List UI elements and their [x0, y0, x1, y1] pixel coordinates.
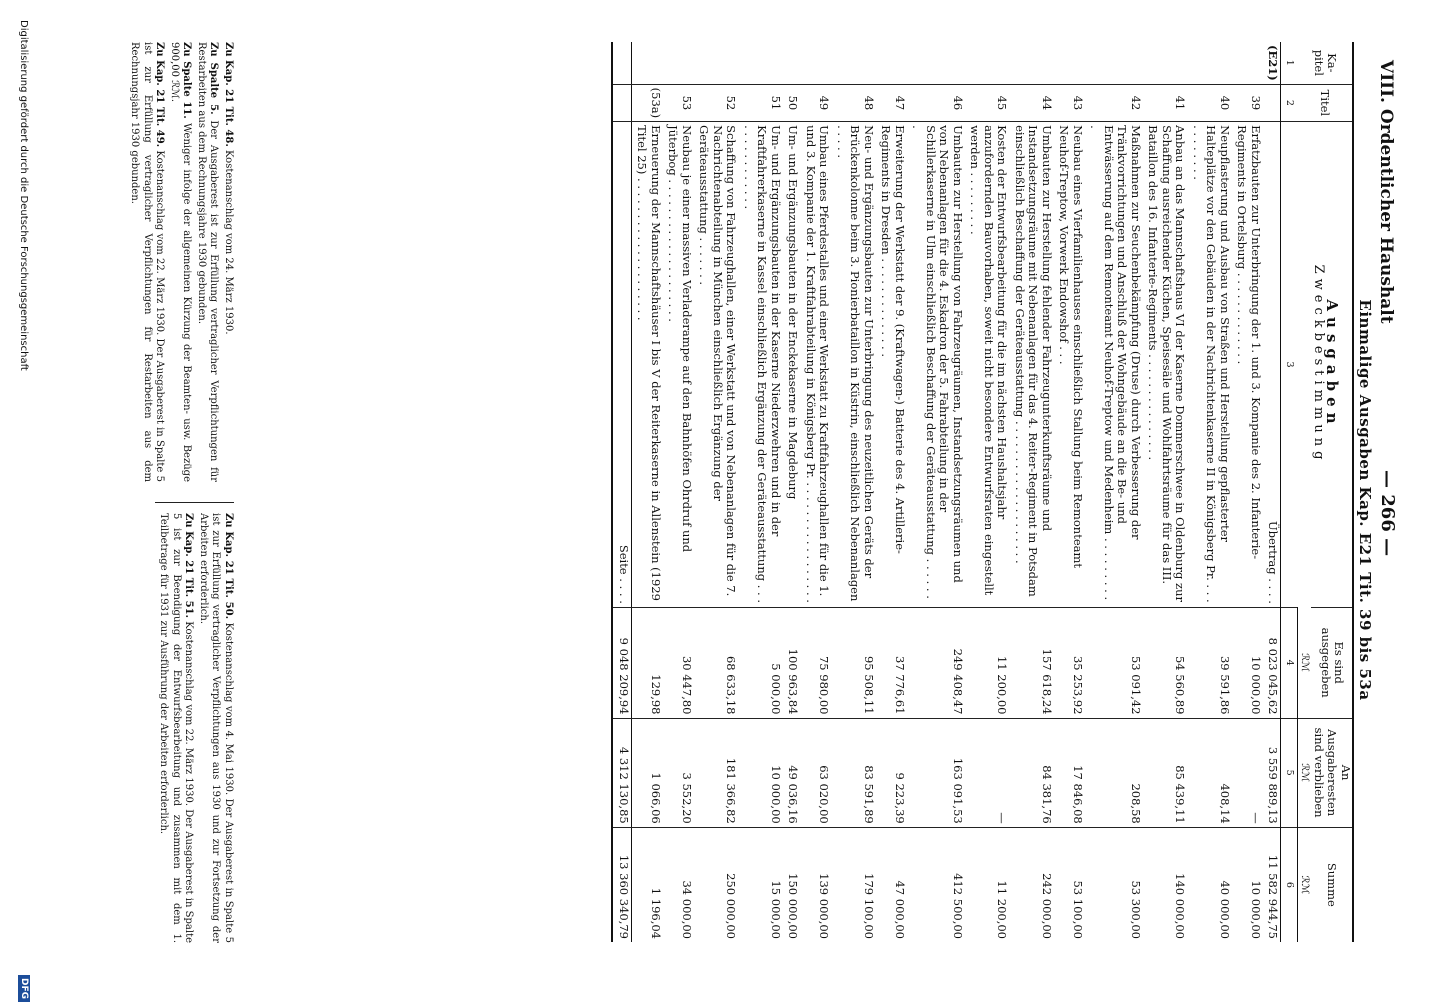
- zweck-cell: Schaffung von Fahrzeughallen, einer Werkstatt und von Nebenanlagen für die 7. Nachrichtenabteilung in München einschließlich Ergänzung der Geräteausstattung . . . . . . .: [694, 122, 739, 608]
- titel-cell: 52: [694, 84, 739, 121]
- ausgegeben-cell: 37 776,61: [876, 607, 907, 718]
- zweck-cell: Neubau eines Vierfamilienhauses einschließlich Stallung beim Remonteamt Neuhof-Treptow, Vorwerk Endowshof . . .: [1054, 122, 1085, 608]
- summe-cell: 11 200,00: [965, 827, 1010, 942]
- summe-cell: 150 000,00: [783, 827, 801, 942]
- summe-cell: 40 000,00: [1188, 827, 1233, 942]
- table-row: [907, 42, 965, 942]
- verblieben-cell: 83 591,89: [832, 718, 877, 827]
- footnote: [157, 513, 195, 943]
- footnote: [222, 42, 235, 482]
- summe-cell: 10 000,00: [1232, 827, 1263, 942]
- table-row: [1188, 42, 1233, 942]
- zweck-cell: Umbau eines Pferdestalles und einer Werkstatt zu Kraftfahrzeughallen für die 1. und 3. Kompanie der 1. Kraftfahrabteilung in Königsberg Pr. . . . . . . . . . . . . . . . . .: [801, 122, 832, 608]
- summe-cell: 242 000,00: [1010, 827, 1055, 942]
- footnote-text: Kostenanschlag vom 22. März 1930. Der Ausgaberest in Spalte 5 ist zur Beendigung der Entwurfsbearbeitung und zusammen mit dem 1. Teilbetrage für 1931 zur Ausführung der Arbeiten erforderlich.: [158, 513, 195, 944]
- footnote-ref: Zu Kap. 21 Tit. 48.: [223, 42, 234, 147]
- dfg-credit: Digitalisierung gefördert durch die Deutsche Forschungsgemeinschaft: [18, 20, 29, 371]
- zweck-cell: Erneuerung der Mannschaftshäuser I bis V der Reiterkaserne in Allenstein (1929 Titel 25) . . . . . . . . . . . . . . . . . . . .: [632, 122, 664, 608]
- kapitel-cell: [1232, 42, 1263, 84]
- zweck-cell: Erweiterung der Werkstatt der 9. (Kraftwagen-) Batterie des 4. Artillerie-Regiments in Dresden . . . . . . . . . . . . . .: [876, 122, 907, 608]
- table-row: [1054, 42, 1085, 942]
- page-number: — 266 —: [1377, 470, 1398, 557]
- titel-cell: 40: [1188, 84, 1233, 121]
- summe-cell: 47 000,00: [876, 827, 907, 942]
- titel-cell: 49: [801, 84, 832, 121]
- footnote-ref: Zu Kap. 21 Tit. 50.: [223, 513, 234, 620]
- zweck-cell: Kosten der Entwurfsbearbeitung für die im nächsten Haushaltsjahr anzufordernden Bauvorhaben, soweit nicht besondere Entwurfsraten eingestellt werden . . . . . . . . .: [965, 122, 1010, 608]
- kapitel-cell: [632, 42, 664, 84]
- verblieben-cell: —: [1232, 718, 1263, 827]
- summe-cell: 34 000,00: [663, 827, 694, 942]
- titel-cell: 39: [1232, 84, 1263, 121]
- summe-cell: 139 000,00: [801, 827, 832, 942]
- expenditure-table: [612, 42, 1355, 942]
- titel-cell: 48: [832, 84, 877, 121]
- ausgegeben-cell: 100 963,84: [783, 607, 801, 718]
- page-subtitle: Einmalige Ausgaben Kap. E21 Tit. 39 bis 53a: [1356, 299, 1374, 701]
- verblieben-cell: 163 091,53: [907, 718, 965, 827]
- kapitel-cell: [1188, 42, 1233, 84]
- summe-cell: 250 000,00: [694, 827, 739, 942]
- titel-cell: (53a): [632, 84, 664, 121]
- zweck-cell: Um- und Ergänzungsbauten in der Enckekaserne in Magdeburg: [783, 122, 801, 608]
- total-summe: 13 360 340,79: [613, 827, 632, 942]
- ausgegeben-cell: 11 200,00: [965, 607, 1010, 718]
- col-number: 6: [1281, 827, 1298, 942]
- verblieben-cell: 63 020,00: [801, 718, 832, 827]
- col-header-ausgegeben: Es sind ausgegeben: [1312, 607, 1354, 718]
- section-title: VIII. Ordentlicher Haushalt: [1376, 60, 1396, 324]
- titel-cell: 43: [1054, 84, 1085, 121]
- ausgegeben-cell: 53 091,42: [1085, 607, 1143, 718]
- kapitel-cell: [801, 42, 832, 84]
- footnote-ref: Zu Spalte 11.: [181, 42, 193, 119]
- ausgegeben-cell: 30 447,80: [663, 607, 694, 718]
- verblieben-cell: 181 366,82: [694, 718, 739, 827]
- kapitel-cell: [739, 42, 784, 84]
- zweck-cell: Umbauten zur Herstellung von Fahrzeugräumen, Instandsetzungsräumen und von Nebenanlagen für die 4. Eskadron der 5. Fahrabteilung in der Schillerkaserne in Ulm einschließlich Beschaffung der Geräteausstattung . . . . . . .: [907, 122, 965, 608]
- verblieben-cell: 408,14: [1188, 718, 1233, 827]
- kapitel-cell: [907, 42, 965, 84]
- zweck-cell: Umbauten zur Herstellung fehlender Fahrzeugunterkunftsräume und Instandsetzungsräume mit Nebenanlagen für das 4. Reiter-Regiment in Potsdam einschließlich Beschaffung der Geräteausstattung . . . . . . . . . . . . . . . . . . . .: [1010, 122, 1055, 608]
- ausgegeben-cell: 75 980,00: [801, 607, 832, 718]
- verblieben-cell: —: [965, 718, 1010, 827]
- zweck-cell: Um- und Ergänzungsbauten in der Kaserne Niederzwehren und in der Kraftfahrerkaserne in Kassel einschließlich Ergänzung der Geräteausstattung . . . . . . . . . . . . . . .: [739, 122, 784, 608]
- footnote: [195, 42, 220, 482]
- currency-col5: ℛℳ: [1298, 718, 1312, 827]
- table-row: [694, 42, 739, 942]
- titel-cell: 53: [663, 84, 694, 121]
- table-row: [1232, 42, 1263, 942]
- carryover-label: Übertrag . . . .: [1263, 122, 1281, 608]
- table-row: [832, 42, 877, 942]
- currency-col4: ℛℳ: [1298, 607, 1312, 718]
- carryover-row: [1263, 42, 1281, 942]
- kapitel-cell: [965, 42, 1010, 84]
- footnote-text: Kostenanschlag vom 22. März 1930. Der Ausgaberest in Spalte 5 ist zur Erfüllung vertraglicher Verpflichtungen für Restarbeiten aus dem Rechnungsjahr 1930 gebunden.: [129, 42, 166, 482]
- titel-cell: 42: [1085, 84, 1143, 121]
- carryover-ausgegeben: 8 023 045,62: [1263, 607, 1281, 718]
- table-row: [663, 42, 694, 942]
- table-row: [801, 42, 832, 942]
- verblieben-cell: 208,58: [1085, 718, 1143, 827]
- table-row: [632, 42, 664, 942]
- footnote-text: Kostenanschlag vom 4. Mai 1930. Der Ausgaberest in Spalte 5 ist zur Erfüllung vertraglicher Verpflichtungen aus 1930 und zur Fortsetzung der Arbeiten erforderlich.: [198, 513, 234, 943]
- kapitel-cell: [1010, 42, 1055, 84]
- zweck-cell: Maßnahmen zur Seuchenbekämpfung (Druse) durch Verbesserung der Tränkvorrichtungen und Anschluß der Wohngebäude an die Be- und Entwässerung auf dem Remonteamt Neuhof-Treptow und Medenheim . . . . . . . . . .: [1085, 122, 1143, 608]
- kapitel-cell: [1054, 42, 1085, 84]
- table-row: [1085, 42, 1143, 942]
- ausgegeben-cell: 39 591,86: [1188, 607, 1233, 718]
- footnote-ref: Zu Kap. 21 Tit. 51.: [183, 513, 195, 619]
- col-number: 4: [1281, 607, 1298, 718]
- total-label: Seite . . . .: [613, 122, 632, 608]
- titel-cell: 50: [783, 84, 801, 121]
- titel-cell: 51: [739, 84, 784, 121]
- kapitel-cell: [663, 42, 694, 84]
- titel-cell: 45: [965, 84, 1010, 121]
- zweck-cell: Neubau je einer massiven Verladerampe auf den Bahnhöfen Ohrdruf und Jüterbog . . . . . . . . . . . . . . . . . . . .: [663, 122, 694, 608]
- verblieben-cell: 9 223,39: [876, 718, 907, 827]
- ausgegeben-cell: 95 508,11: [832, 607, 877, 718]
- col-header-verblieben: An Ausgaberesten sind verblieben: [1312, 718, 1354, 827]
- table-row: [783, 42, 801, 942]
- summe-cell: 179 100,00: [832, 827, 877, 942]
- titel-cell: 47: [876, 84, 907, 121]
- verblieben-cell: 1 066,06: [632, 718, 664, 827]
- col-number: 2: [1281, 84, 1298, 121]
- footnote: [197, 513, 235, 943]
- summe-cell: 1 196,04: [632, 827, 664, 942]
- summe-cell: 53 100,00: [1054, 827, 1085, 942]
- verblieben-cell: 85 439,11: [1143, 718, 1188, 827]
- footnote-ref: Zu Kap. 21 Tit. 49.: [154, 42, 166, 148]
- col-number: 5: [1281, 718, 1298, 827]
- zweck-cell: Erfatzbauten zur Unterbringung der 1. und 3. Kompanie des 2. Infanterie-Regiments in Ortelsburg . . . . . . . . . . . . .: [1232, 122, 1263, 608]
- carryover-summe: 11 582 944,75: [1263, 827, 1281, 942]
- summe-cell: 53 300,00: [1085, 827, 1143, 942]
- ausgaben-label: Ausgaben: [1323, 299, 1342, 430]
- footnote-text: Der Ausgaberest ist zur Erfüllung vertraglicher Verpflichtungen für Restarbeiten aus dem Rechnungsjahre 1930 gebunden.: [196, 42, 220, 482]
- footnote-ref: Zu Spalte 5.: [208, 42, 220, 115]
- kapitel-cell: [1143, 42, 1188, 84]
- zweck-cell: Neu- und Ergänzungsbauten zur Unterbringung des neuzeitlichen Geräts der Brückenkolonne beim 3. Pionierbataillon in Küstrin, einschließlich Nebenanlagen . . . . .: [832, 122, 877, 608]
- footnote: [128, 42, 166, 482]
- col-header-titel: Titel: [1298, 84, 1354, 121]
- total-ausgegeben: 9 048 209,94: [613, 607, 632, 718]
- table-row: [739, 42, 784, 942]
- summe-cell: 140 000,00: [1143, 827, 1188, 942]
- table-row: [965, 42, 1010, 942]
- col-number: 3: [1281, 122, 1298, 608]
- table-row: [1143, 42, 1188, 942]
- ausgegeben-cell: 157 618,24: [1010, 607, 1055, 718]
- col-number: 1: [1281, 42, 1298, 84]
- kapitel-cell: [1085, 42, 1143, 84]
- verblieben-cell: 49 036,16: [783, 718, 801, 827]
- ausgegeben-cell: 54 560,89: [1143, 607, 1188, 718]
- titel-cell: 41: [1143, 84, 1188, 121]
- kapitel-cell: [783, 42, 801, 84]
- ausgegeben-cell: 5 000,00: [739, 607, 784, 718]
- carryover-verblieben: 3 559 889,13: [1263, 718, 1281, 827]
- verblieben-cell: 10 000,00: [739, 718, 784, 827]
- table-row: [876, 42, 907, 942]
- col-header-summe: Summe: [1312, 827, 1354, 942]
- total-verblieben: 4 312 130,85: [613, 718, 632, 827]
- col-header-kapitel: Ka-pitel: [1298, 42, 1354, 84]
- footnotes-right: [155, 502, 234, 943]
- footnote: [168, 42, 193, 482]
- ausgegeben-cell: 68 633,18: [694, 607, 739, 718]
- summe-cell: 412 500,00: [907, 827, 965, 942]
- summe-cell: 15 000,00: [739, 827, 784, 942]
- ausgegeben-cell: 249 408,47: [907, 607, 965, 718]
- kapitel-cell: [876, 42, 907, 84]
- table-row: [1010, 42, 1055, 942]
- verblieben-cell: 84 381,76: [1010, 718, 1055, 827]
- verblieben-cell: 17 846,08: [1054, 718, 1085, 827]
- footnote-text: Kostenanschlag vom 24. März 1930.: [223, 149, 234, 335]
- ausgegeben-cell: 35 253,92: [1054, 607, 1085, 718]
- col-header-ausgaben: [1298, 122, 1354, 608]
- total-row: [613, 42, 632, 942]
- footnote-text: Weniger infolge der allgemeinen Kürzung der Beamten- usw. Bezüge 900,00 ℛℳ.: [169, 42, 193, 482]
- kapitel-cell: [694, 42, 739, 84]
- currency-col6: ℛℳ: [1298, 827, 1312, 942]
- ausgegeben-cell: 10 000,00: [1232, 607, 1263, 718]
- kapitel-cell: [832, 42, 877, 84]
- zweck-cell: Neupflasterung und Ausbau von Straßen und Herstellung gepflasterter Halteplätze vor den Gebäuden in der Nachrichtenkaserne II in Königsberg Pr. . . . . . . . . . . .: [1188, 122, 1233, 608]
- kapitel-label: (E21): [1266, 45, 1281, 81]
- titel-cell: 46: [907, 84, 965, 121]
- dfg-logo: DFG: [18, 975, 30, 1002]
- titel-cell: 44: [1010, 84, 1055, 121]
- footnotes-left: [126, 42, 234, 482]
- ausgegeben-cell: 129,98: [632, 607, 664, 718]
- zweckbestimmung-label: Zweckbestimmung: [1310, 264, 1326, 465]
- zweck-cell: Anbau an das Mannschaftshaus VI der Kaserne Dommerschwee in Oldenburg zur Schaffung ausreichender Küchen, Speisesäle und Wohlfahrtsräume für das III. Bataillon des 16. Infanterie-Regiments . . . . . . . . . . . . . . .: [1143, 122, 1188, 608]
- verblieben-cell: 3 552,20: [663, 718, 694, 827]
